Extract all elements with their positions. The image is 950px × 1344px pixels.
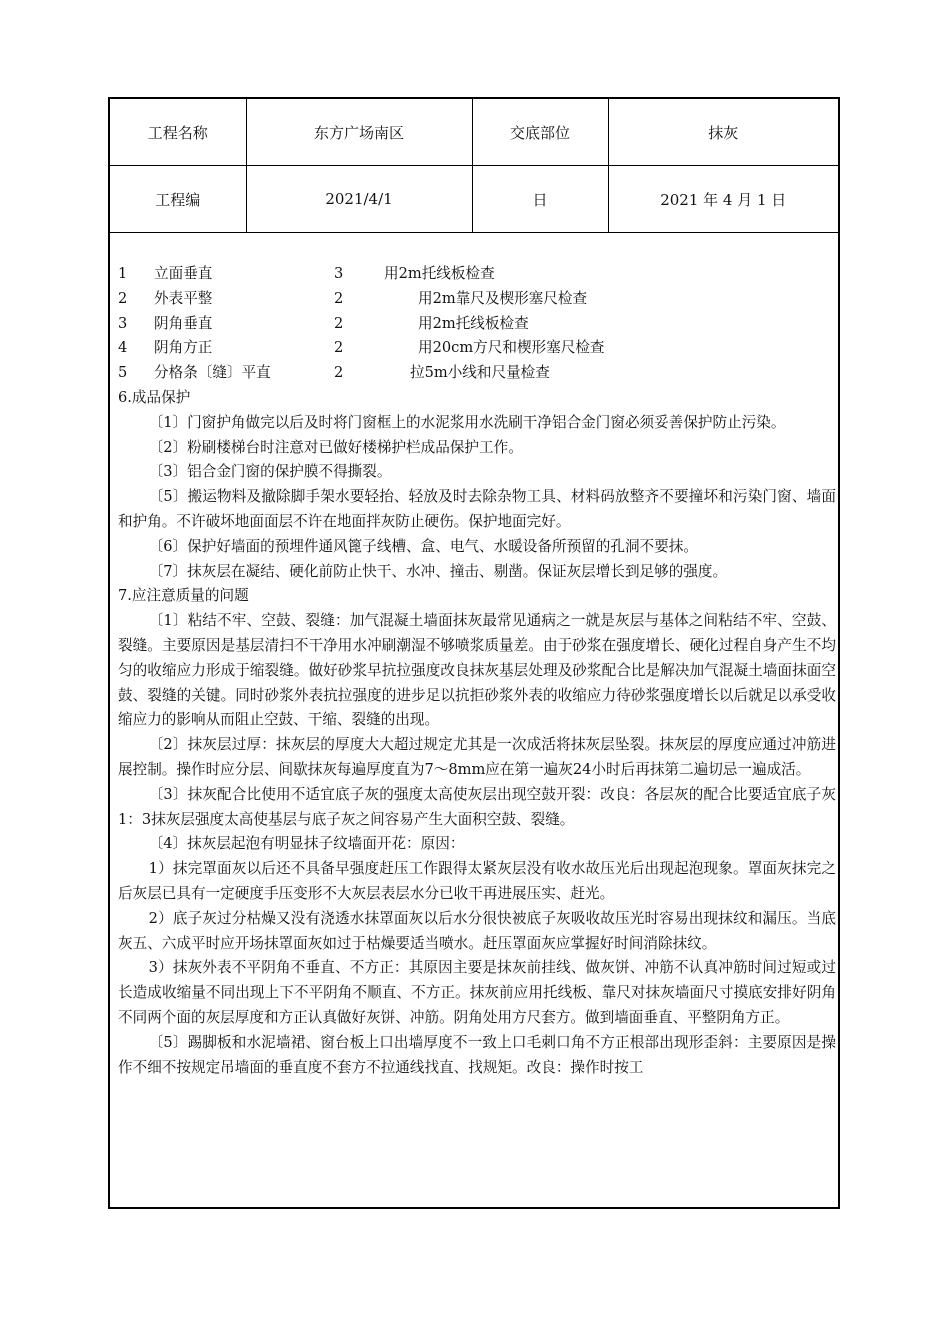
project-no-value: 2021/4/1 <box>246 166 472 233</box>
row-method: 用2m靠尺及楔形塞尺检查 <box>418 289 588 307</box>
tolerance-row <box>118 336 836 361</box>
date-value: 2021 年 4 月 1 日 <box>608 166 838 233</box>
section-6-paragraph: 〔7〕抹灰层在凝结、硬化前防止快干、水冲、撞击、剔凿。保证灰层增长到足够的强度。 <box>148 562 728 580</box>
row-value: 3 <box>334 265 344 282</box>
row-item: 阴角方正 <box>154 339 213 357</box>
row-value: 2 <box>334 289 344 307</box>
project-no-label: 工程编 <box>110 166 246 233</box>
row-method: 用2m托线板检查 <box>384 265 495 282</box>
document-frame <box>108 97 840 1209</box>
row-item: 分格条〔缝〕平直 <box>154 364 271 382</box>
project-name-label: 工程名称 <box>110 99 246 166</box>
row-value: 2 <box>334 364 344 382</box>
row-item: 外表平整 <box>154 289 213 307</box>
section-6-paragraph: 〔1〕门窗护角做完以后及时将门窗框上的水泥浆用水洗刷干净铝合金门窗必须妥善保护防止污染。 <box>148 413 786 431</box>
row-method: 拉5m小线和尺量检查 <box>410 364 550 382</box>
date-label: 日 <box>472 166 608 233</box>
content-body <box>118 262 836 1080</box>
row-number: 5 <box>118 364 128 382</box>
section-7-paragraph: 〔3〕抹灰配合比使用不适宜底子灰的强度太高使灰层出现空鼓开裂：改良：各层灰的配合比要适宜底子灰1：3抹灰层强度太高使基层与底子灰之间容易产生大面积空鼓、裂缝。 <box>118 785 836 828</box>
section-7-paragraph: 1）抹完罩面灰以后还不具备早强度赶压工作跟得太紧灰层没有收水故压光后出现起泡现象。罩面灰抹完之后灰层已具有一定硬度手压变形不大灰层表层水分已收干再进展压实、赶光。 <box>118 860 836 902</box>
header-table <box>110 99 838 233</box>
section-7-title: 7.应注意质量的问题 <box>118 587 249 605</box>
section-6-title: 6.成品保护 <box>118 388 191 406</box>
row-method: 用2m托线板检查 <box>418 314 529 332</box>
section-7-paragraph: 〔4〕抹灰层起泡有明显抹子纹墙面开花：原因： <box>148 835 465 853</box>
section-6-paragraph: 〔2〕粉刷楼梯台时注意对已做好楼梯护栏成品保护工作。 <box>148 438 523 456</box>
row-number: 2 <box>118 289 128 307</box>
section-7-paragraph: 3）抹灰外表不平阴角不垂直、不方正：其原因主要是抹灰前挂线、做灰饼、冲筋不认真冲筋时间过短或过长造成收缩量不同出现上下不平阴角不顺直、不方正。抹灰前应用托线板、靠尺对抹灰墙面尺寸摸底安排好阴角不同两个面的灰层厚度和方正认真做好灰饼、冲筋。阴角处用方尺套方。做到墙面垂直、平整阴角方正。 <box>118 959 836 1026</box>
part-label: 交底部位 <box>472 99 608 166</box>
section-7-paragraph: 〔5〕踢脚板和水泥墙裙、窗台板上口出墙厚度不一致上口毛刺口角不方正根部出现形歪斜：主要原因是操作不细不按规定吊墙面的垂直度不套方不拉通线找直、找规矩。改良：操作时按工 <box>118 1033 836 1076</box>
row-number: 4 <box>118 339 128 357</box>
tolerance-row <box>118 312 836 337</box>
section-6-paragraph: 〔3〕铝合金门窗的保护膜不得撕裂。 <box>148 463 392 481</box>
row-item: 立面垂直 <box>154 265 213 282</box>
section-6-paragraph: 〔6〕保护好墙面的预埋件通风篦子线槽、盒、电气、水暖设备所预留的孔洞不要抹。 <box>148 537 698 555</box>
row-value: 2 <box>334 314 344 332</box>
tolerance-row <box>118 361 836 386</box>
tolerance-row <box>118 262 836 287</box>
section-7-paragraph: 〔2〕抹灰层过厚：抹灰层的厚度大大超过规定尤其是一次成活将抹灰层坠裂。抹灰层的厚度应通过冲筋进展控制。操作时应分层、间歇抹灰每遍厚度直为7～8mm应在第一遍灰24小时后再抹第二遍切忌一遍成活。 <box>118 736 836 778</box>
row-number: 1 <box>118 265 128 282</box>
section-7-paragraph: 〔1〕粘结不牢、空鼓、裂缝：加气混凝土墙面抹灰最常见通病之一就是灰层与基体之间粘结不牢、空鼓、裂缝。主要原因是基层清扫不干净用水冲刷潮湿不够喷浆质量差。由于砂浆在强度增长、硬化过程自身产生不均匀的收缩应力形成于缩裂缝。做好砂浆早抗拉强度改良抹灰基层处理及砂浆配合比是解决加气混凝土墙面抹面空鼓、裂缝的关键。同时砂浆外表抗拉强度的进步足以抗拒砂浆外表的收缩应力待砂浆强度增长以后就足以承受收缩应力的影响从而阻止空鼓、干缩、裂缝的出现。 <box>118 612 836 729</box>
section-6-paragraph: 〔5〕搬运物料及撤除脚手架水要轻抬、轻放及时去除杂物工具、材料码放整齐不要撞坏和污染门窗、墙面和护角。不许破坏地面面层不许在地面拌灰防止硬伤。保护地面完好。 <box>118 488 836 530</box>
project-name-value: 东方广场南区 <box>246 99 472 166</box>
row-method: 用20cm方尺和楔形塞尺检查 <box>418 339 605 357</box>
section-7-paragraph: 2）底子灰过分枯燥又没有浇透水抹罩面灰以后水分很快被底子灰吸收故压光时容易出现抹纹和漏压。当底灰五、六成平时应开场抹罩面灰如过于枯燥要适当喷水。赶压罩面灰应掌握好时间消除抹纹。 <box>118 909 836 952</box>
tolerance-row <box>118 287 836 312</box>
row-number: 3 <box>118 314 128 332</box>
row-item: 阴角垂直 <box>154 314 213 332</box>
part-value: 抹灰 <box>608 99 838 166</box>
row-value: 2 <box>334 339 344 357</box>
